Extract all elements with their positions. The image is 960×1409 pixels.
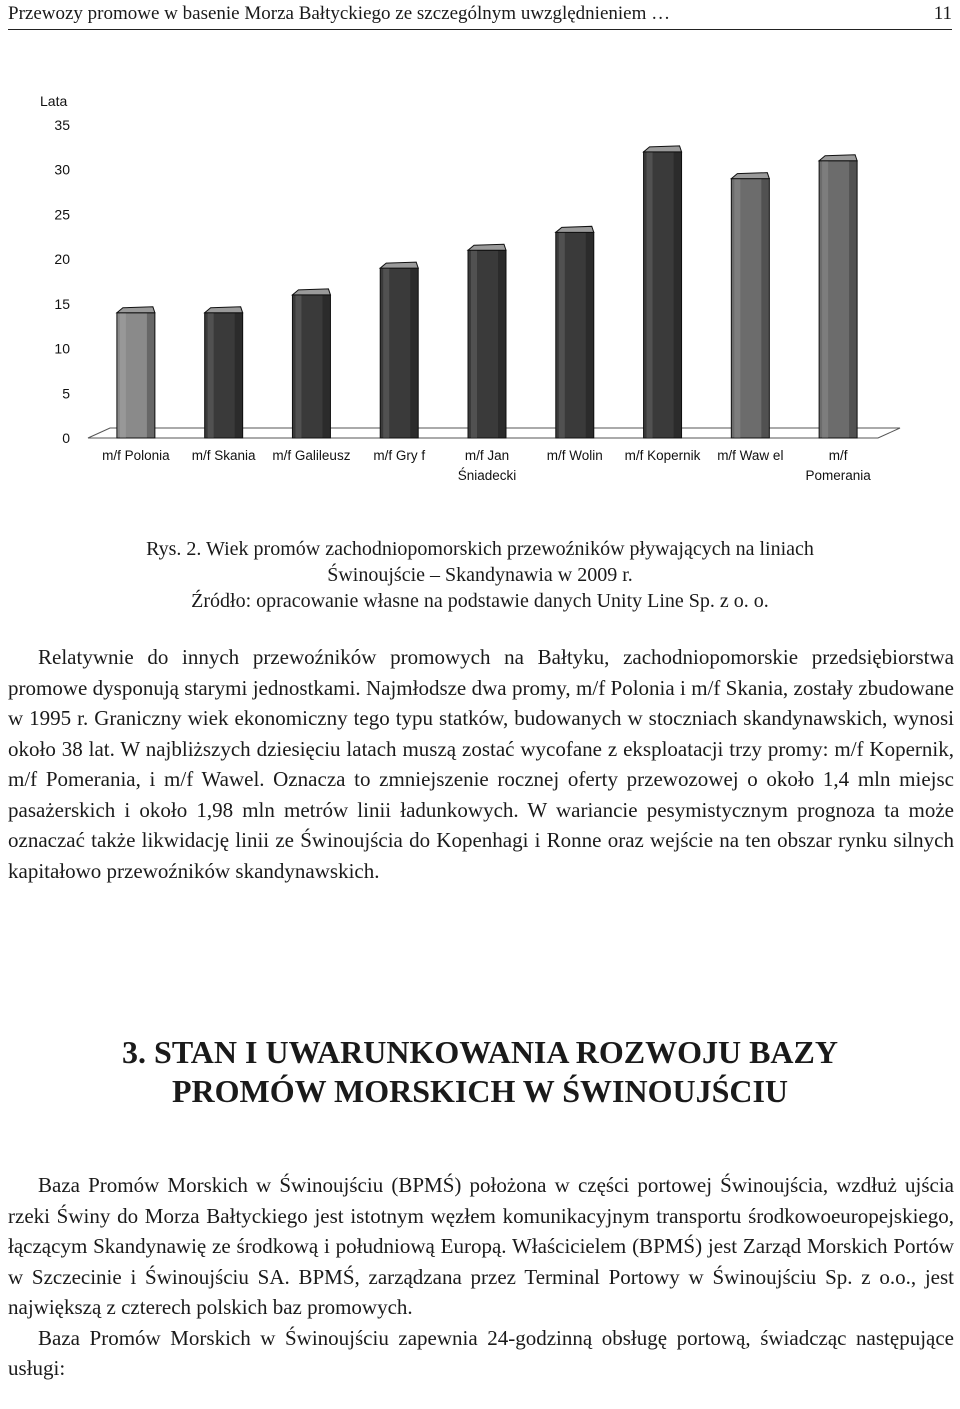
bar-shade [410,268,418,438]
x-tick-label: m/f Galileusz [272,448,351,463]
y-tick-label: 25 [54,206,70,223]
paragraph-2 [8,1170,954,1384]
x-tick-label: m/f Polonia [102,448,170,463]
bar-top [644,146,682,152]
x-tick-label: m/f [828,448,848,463]
bar-shade [147,313,155,438]
x-tick-label: m/f Jan [464,448,510,463]
bar-top [292,289,330,295]
y-tick-label: 0 [62,430,70,446]
age-bar-chart [0,78,960,498]
figure-source: Źródło: opracowanie własne na podstawie danych Unity Line Sp. z o. o. [191,590,769,612]
y-tick-label: 20 [54,251,70,268]
bar-highlight [559,232,565,438]
x-tick-label: m/f Wolin [546,448,603,463]
bar-highlight [734,179,740,438]
bar-shade [498,250,506,438]
section-heading-line2: PROMÓW MORSKICH W ŚWINOUJŚCIU [171,1073,789,1109]
paragraph-1-text: Relatywnie do innych przewoźników promowych na Bałtyku, zachodniopomorskie przedsiębiorstwa promowe dysponują starymi jednostkami. Najmłodsze dwa promy, m/f Polonia i m/f Skania, zostały zbudowane w 1995 r. Graniczny wiek ekonomiczny tego typu statków, budowanych w stoczniach skandynawskich, wynosi około 38 lat. W najbliższych dziesięciu latach muszą zostać wycofane z eksploatacji trzy promy: m/f Kopernik, m/f Pomerania, i m/f Wawel. Oznacza to zmniejszenie rocznej oferty przewozowej o około 1,4 mln miejsc pasażerskich i około 1,98 mln metrów linii ładunkowych. W wariancie pesymistycznym prognoza ta może oznaczać także likwidację linii ze Świnoujścia do Kopenhagi i Ronne oraz wejście na ten obszar rynku silnych kapitałowo przewoźników skandynawskich. [8,645,954,883]
bar-top [731,173,769,179]
page-number: 11 [933,3,952,24]
section-heading [0,1033,960,1111]
bar-highlight [471,250,477,438]
bar-shade [586,232,594,438]
x-tick-label: m/f Kopernik [624,448,701,463]
y-axis-label: Lata [40,93,68,109]
x-tick-label: m/f Waw el [717,448,784,463]
bar-top [468,244,506,250]
paragraph-3-text: Baza Promów Morskich w Świnoujściu zapewnia 24-godzinną obsługę portową, świadcząc następujące usługi: [8,1325,954,1380]
bar-top [819,155,857,161]
bar-highlight [120,313,126,438]
x-tick-label: Pomerania [805,468,871,483]
bar-top [117,307,155,313]
chart-svg [0,78,960,498]
bar-shade [235,313,243,438]
bar-highlight [822,161,828,438]
bar-top [205,307,243,313]
bar-highlight [383,268,389,438]
bar-highlight [295,295,301,438]
x-tick-label: m/f Gry f [373,448,426,463]
running-header [8,0,952,30]
paragraph-2-text: Baza Promów Morskich w Świnoujściu (BPMŚ) położona w części portowej Świnoujścia, wzdłuż ujścia rzeki Świny do Morza Bałtyckiego jest istotnym węzłem komunikacyjnym transportu środkowoeuropejskiego, łączącym Skandynawię ze środkową i południową Europą. Właścicielem (BPMŚ) jest Zarząd Morskich Portów w Szczecinie i Świnoujściu SA. BPMŚ, zarządzana przez Terminal Portowy w Świnoujściu Sp. z o.o., jest największą z czterech polskich baz promowych. [8,1173,954,1319]
bar-shade [674,152,682,438]
bar-highlight [208,313,214,438]
y-tick-label: 5 [62,385,70,402]
bar-top [556,226,594,232]
figure-caption-line1: Rys. 2. Wiek promów zachodniopomorskich przewoźników pływających na liniach [146,538,814,560]
y-tick-label: 10 [54,340,70,357]
bar-highlight [647,152,653,438]
y-tick-label: 30 [54,161,70,178]
bar-shade [761,179,769,438]
running-title: Przewozy promowe w basenie Morza Bałtyckiego ze szczególnym uwzględnieniem … [8,3,671,24]
x-tick-label: Śniadecki [457,468,517,483]
bar-shade [849,161,857,438]
paragraph-1 [8,642,954,886]
section-heading-line1: 3. STAN I UWARUNKOWANIA ROZWOJU BAZY [122,1034,838,1070]
x-tick-label: m/f Skania [191,448,256,463]
figure-caption-line2: Świnoujście – Skandynawia w 2009 r. [327,564,633,586]
bar-shade [322,295,330,438]
y-tick-label: 15 [54,295,70,312]
y-tick-label: 35 [54,117,70,133]
bar-top [380,262,418,268]
